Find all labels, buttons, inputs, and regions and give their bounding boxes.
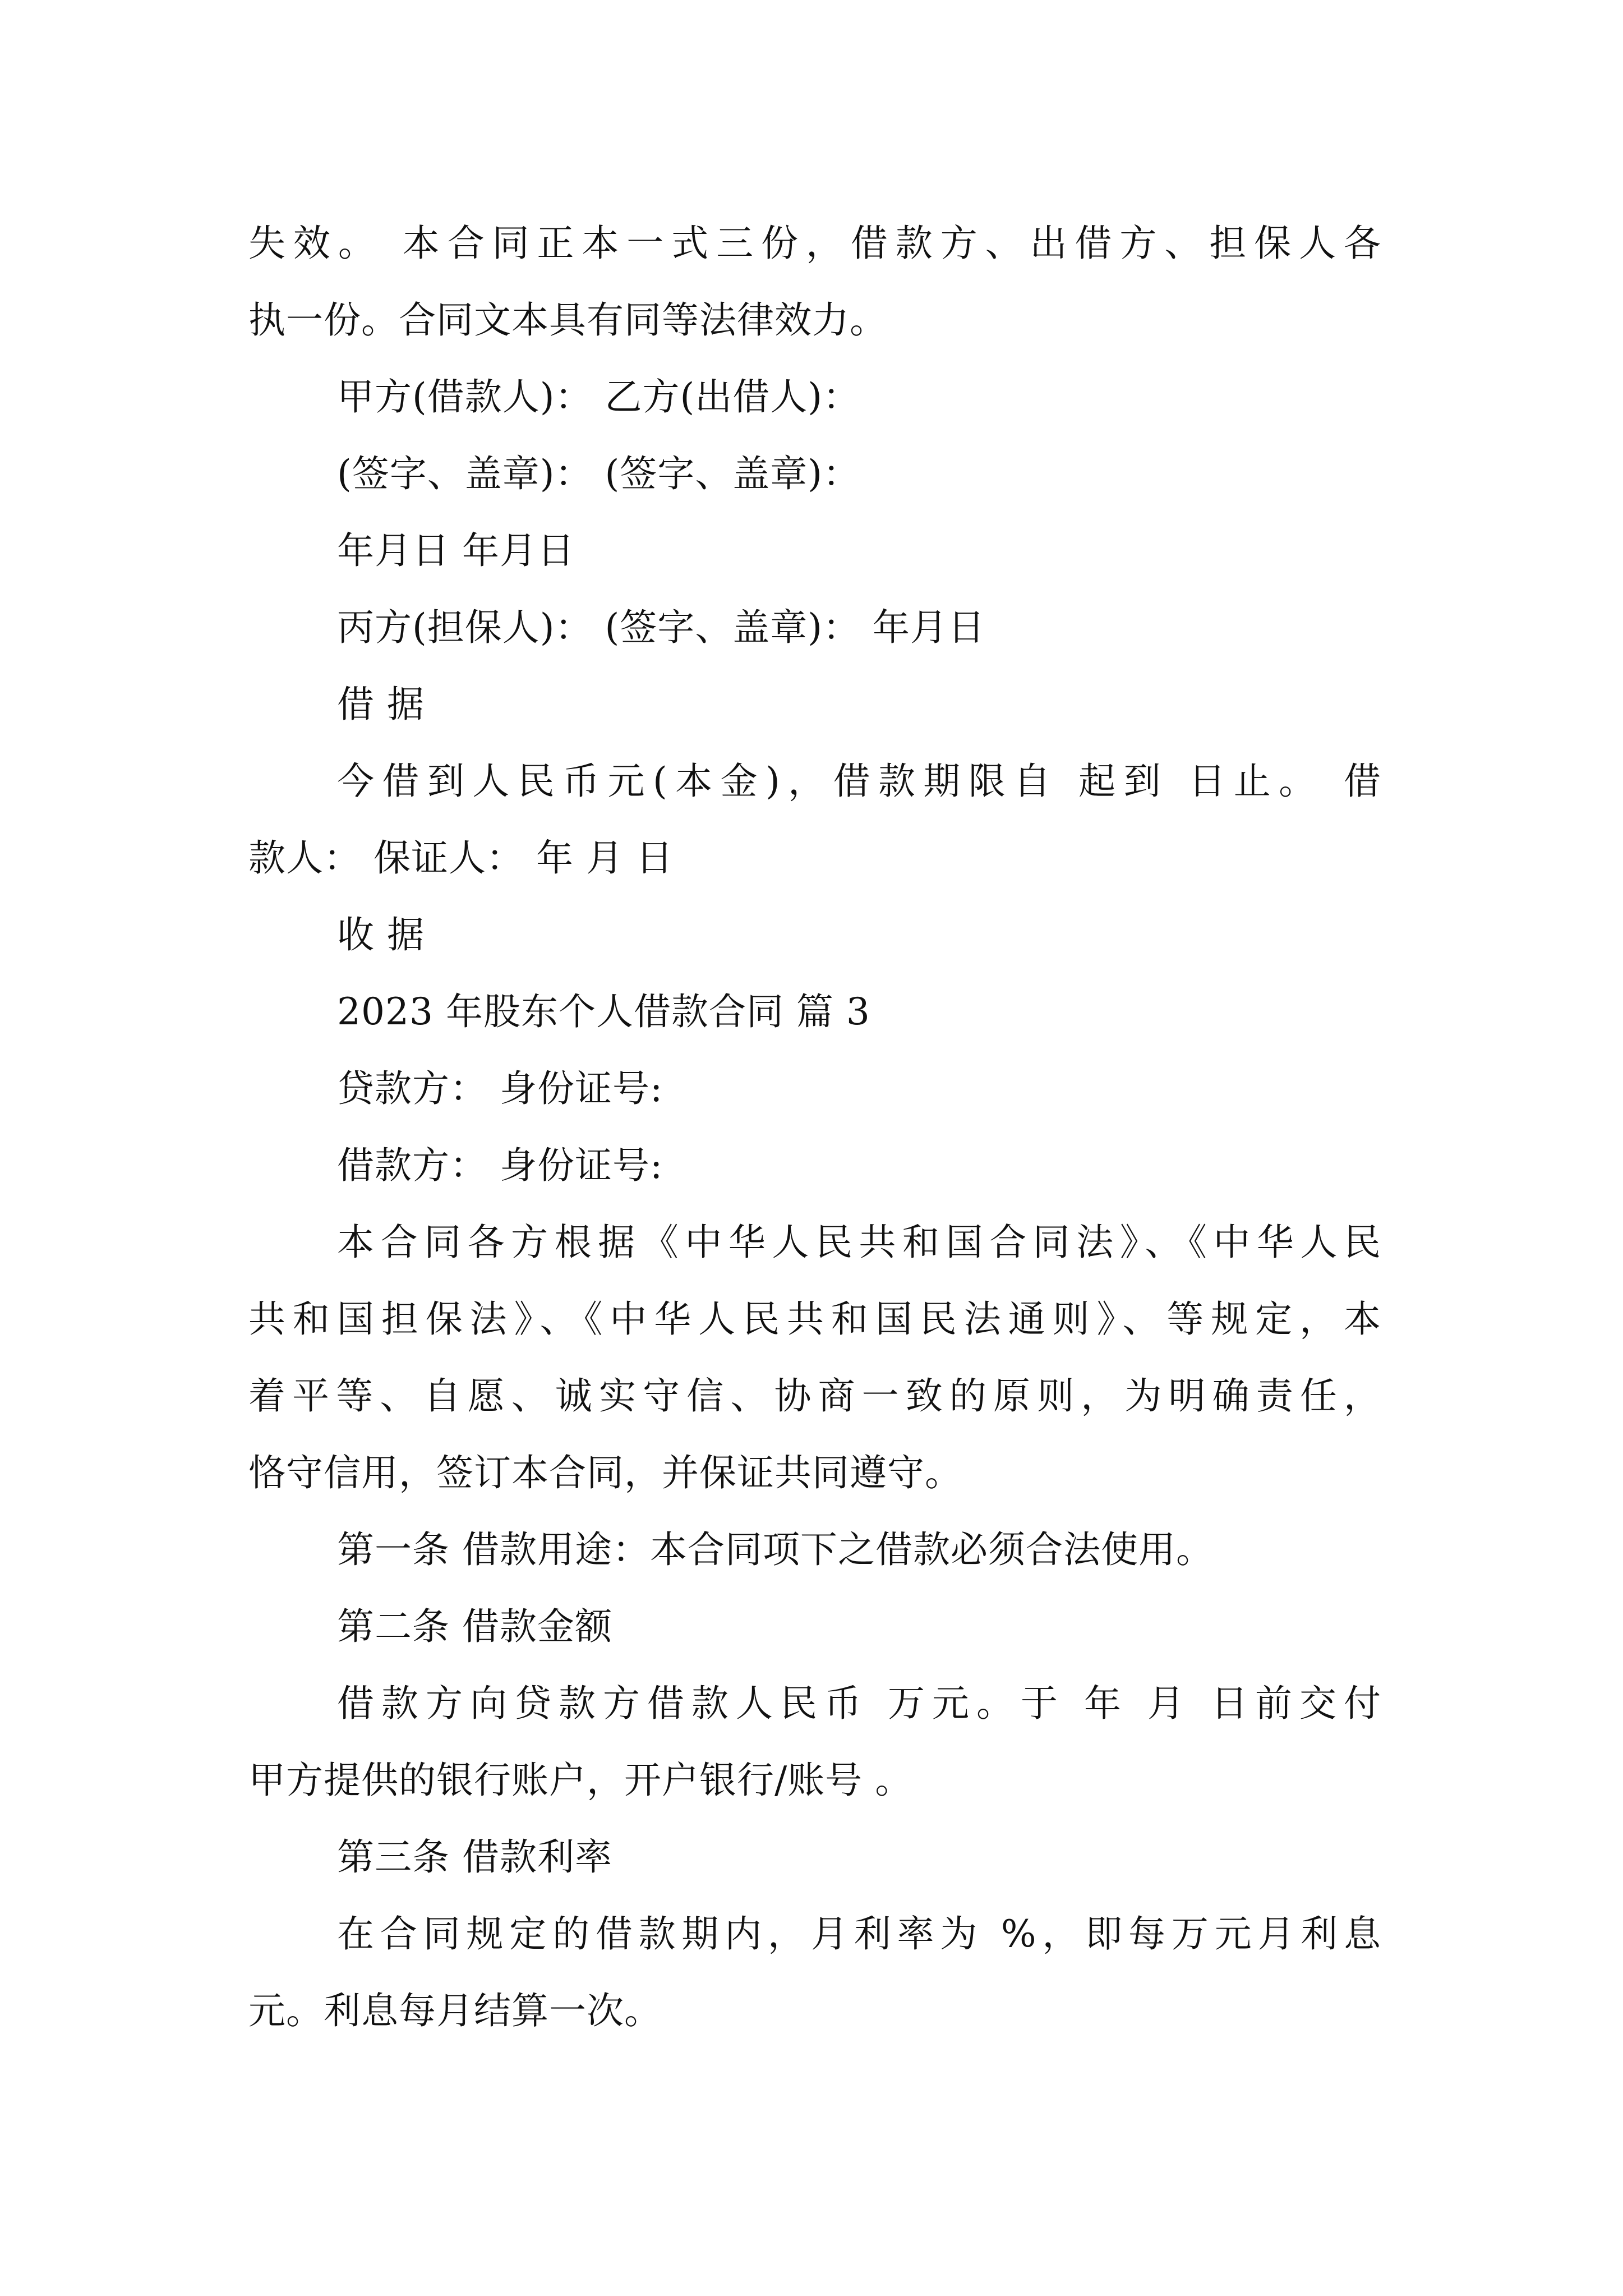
section-heading: 收 据 bbox=[337, 913, 425, 956]
text-line: 甲方(借款人)： 乙方(出借人)： bbox=[337, 375, 860, 418]
text-line: 共和国担保法》、《中华人民共和国民法通则》、等规定，本 bbox=[248, 1297, 1381, 1341]
text-line: 执一份。合同文本具有同等法律效力。 bbox=[248, 298, 887, 342]
clause-line: 第一条 借款用途：本合同项下之借款必须合法使用。 bbox=[337, 1528, 1214, 1571]
text-line: 借款方向贷款方借款人民币 万元。于 年 月 日前交付 bbox=[337, 1682, 1381, 1725]
text-line: (签字、盖章)： (签字、盖章)： bbox=[337, 452, 860, 495]
text-line: 款人： 保证人： 年 月 日 bbox=[248, 836, 674, 880]
text-line: 年月日 年月日 bbox=[337, 529, 575, 572]
clause-heading: 第三条 借款利率 bbox=[337, 1835, 612, 1879]
text-line: 贷款方： 身份证号: bbox=[337, 1067, 663, 1110]
text-line: 丙方(担保人)： (签字、盖章)： 年月日 bbox=[337, 606, 985, 649]
text-line: 本合同各方根据《中华人民共和国合同法》、《中华人民 bbox=[337, 1221, 1381, 1264]
clause-heading: 第二条 借款金额 bbox=[337, 1605, 612, 1648]
text-line: 失效。 本合同正本一式三份，借款方、出借方、担保人各 bbox=[248, 222, 1381, 265]
text-line: 元。利息每月结算一次。 bbox=[248, 1989, 662, 2032]
document-body bbox=[248, 205, 1381, 2049]
contract-title: 2023 年股东个人借款合同 篇 3 bbox=[337, 990, 870, 1033]
text-line: 今借到人民币元(本金)，借款期限自 起到 日止。 借 bbox=[337, 760, 1381, 803]
text-line: 恪守信用，签订本合同，并保证共同遵守。 bbox=[248, 1451, 962, 1494]
section-heading: 借 据 bbox=[337, 683, 425, 726]
text-line: 甲方提供的银行账户，开户银行/账号 。 bbox=[248, 1759, 913, 1802]
text-line: 着平等、自愿、诚实守信、协商一致的原则，为明确责任， bbox=[248, 1374, 1381, 1418]
text-line: 在合同规定的借款期内，月利率为 %，即每万元月利息 bbox=[337, 1912, 1381, 1955]
text-line: 借款方： 身份证号: bbox=[337, 1144, 663, 1187]
